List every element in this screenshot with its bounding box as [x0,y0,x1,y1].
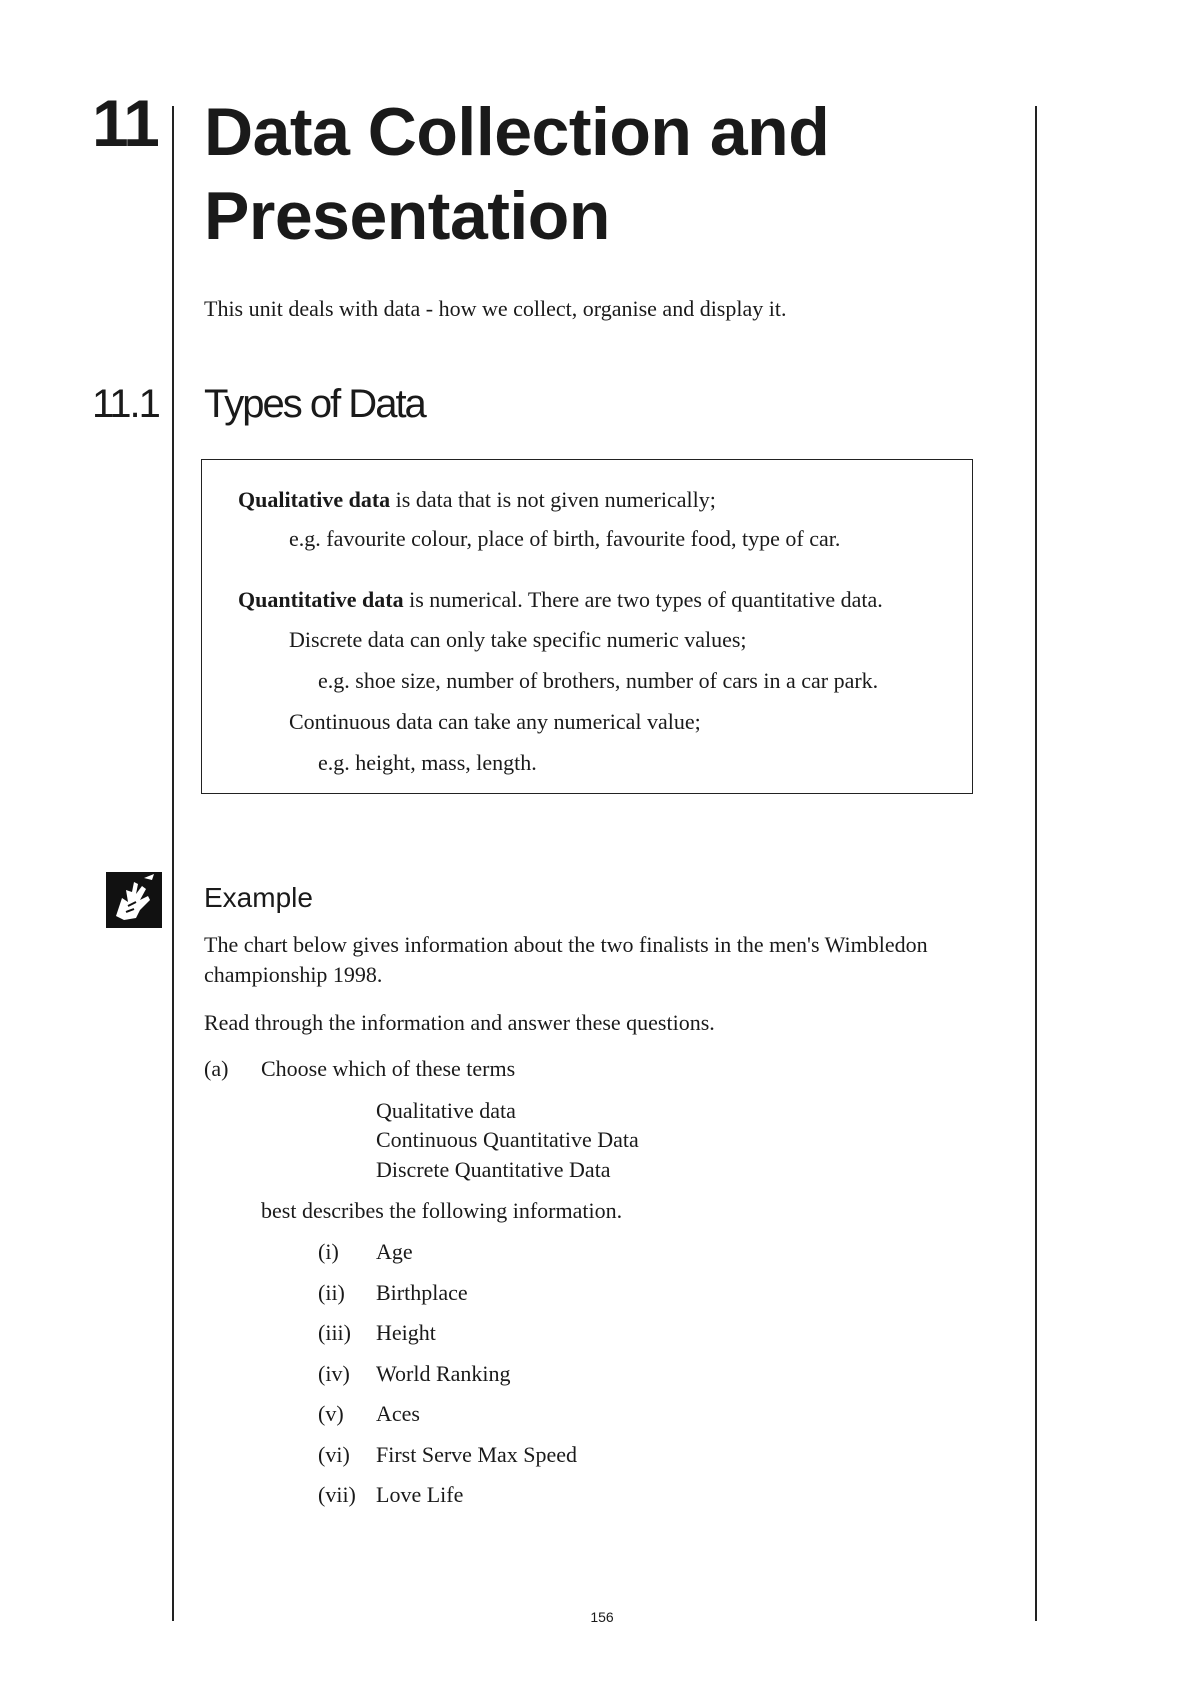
qualitative-examples: e.g. favourite colour, place of birth, favourite food, type of car. [289,526,841,551]
page-number: 156 [590,1609,614,1625]
discrete-examples: e.g. shoe size, number of brothers, number of cars in a car park. [318,668,879,693]
continuous-definition: Continuous data can take any numerical value; [289,709,701,734]
part-a-text: Choose which of these terms [261,1056,516,1081]
section-title: Types of Data [204,382,425,426]
term-continuous: Continuous Quantitative Data [376,1127,639,1152]
item-text-aces: Aces [376,1401,420,1426]
item-label-i: (i) [318,1239,339,1264]
part-a-label: (a) [204,1056,229,1081]
continuous-examples: e.g. height, mass, length. [318,750,537,775]
example-heading: Example [204,882,313,913]
chapter-intro: This unit deals with data - how we collect, organise and display it. [204,296,787,321]
qualitative-term: Qualitative data [238,487,391,512]
item-label-iii: (iii) [318,1320,351,1345]
item-label-ii: (ii) [318,1280,345,1305]
item-label-vi: (vi) [318,1442,350,1467]
term-discrete: Discrete Quantitative Data [376,1157,611,1182]
part-a-followup: best describes the following information. [261,1198,623,1223]
chapter-title: Data Collection and Presentation [204,94,830,254]
chapter-number: 11 [92,86,158,160]
section-number: 11.1 [92,382,159,426]
item-label-vii: (vii) [318,1482,356,1507]
item-text-height: Height [376,1320,436,1345]
term-qualitative: Qualitative data [376,1098,516,1123]
hand-writing-icon [106,872,162,928]
item-text-world-ranking: World Ranking [376,1361,511,1386]
item-label-v: (v) [318,1401,344,1426]
quantitative-definition: Quantitative data is numerical. There are two types of quantitative data. [238,587,883,612]
example-paragraph-2: Read through the information and answer these questions. [204,1010,715,1035]
discrete-definition: Discrete data can only take specific numeric values; [289,627,747,652]
right-margin-rule [1035,106,1037,1621]
example-paragraph-1: The chart below gives information about the two finalists in the men's Wimbledon championship 1998. [204,932,928,987]
item-text-love-life: Love Life [376,1482,464,1507]
item-text-birthplace: Birthplace [376,1280,468,1305]
item-text-first-serve: First Serve Max Speed [376,1442,578,1467]
qualitative-definition: Qualitative data is data that is not given numerically; [238,487,716,512]
left-margin-rule [172,106,174,1621]
quantitative-term: Quantitative data [238,587,404,612]
item-label-iv: (iv) [318,1361,350,1386]
item-text-age: Age [376,1239,413,1264]
